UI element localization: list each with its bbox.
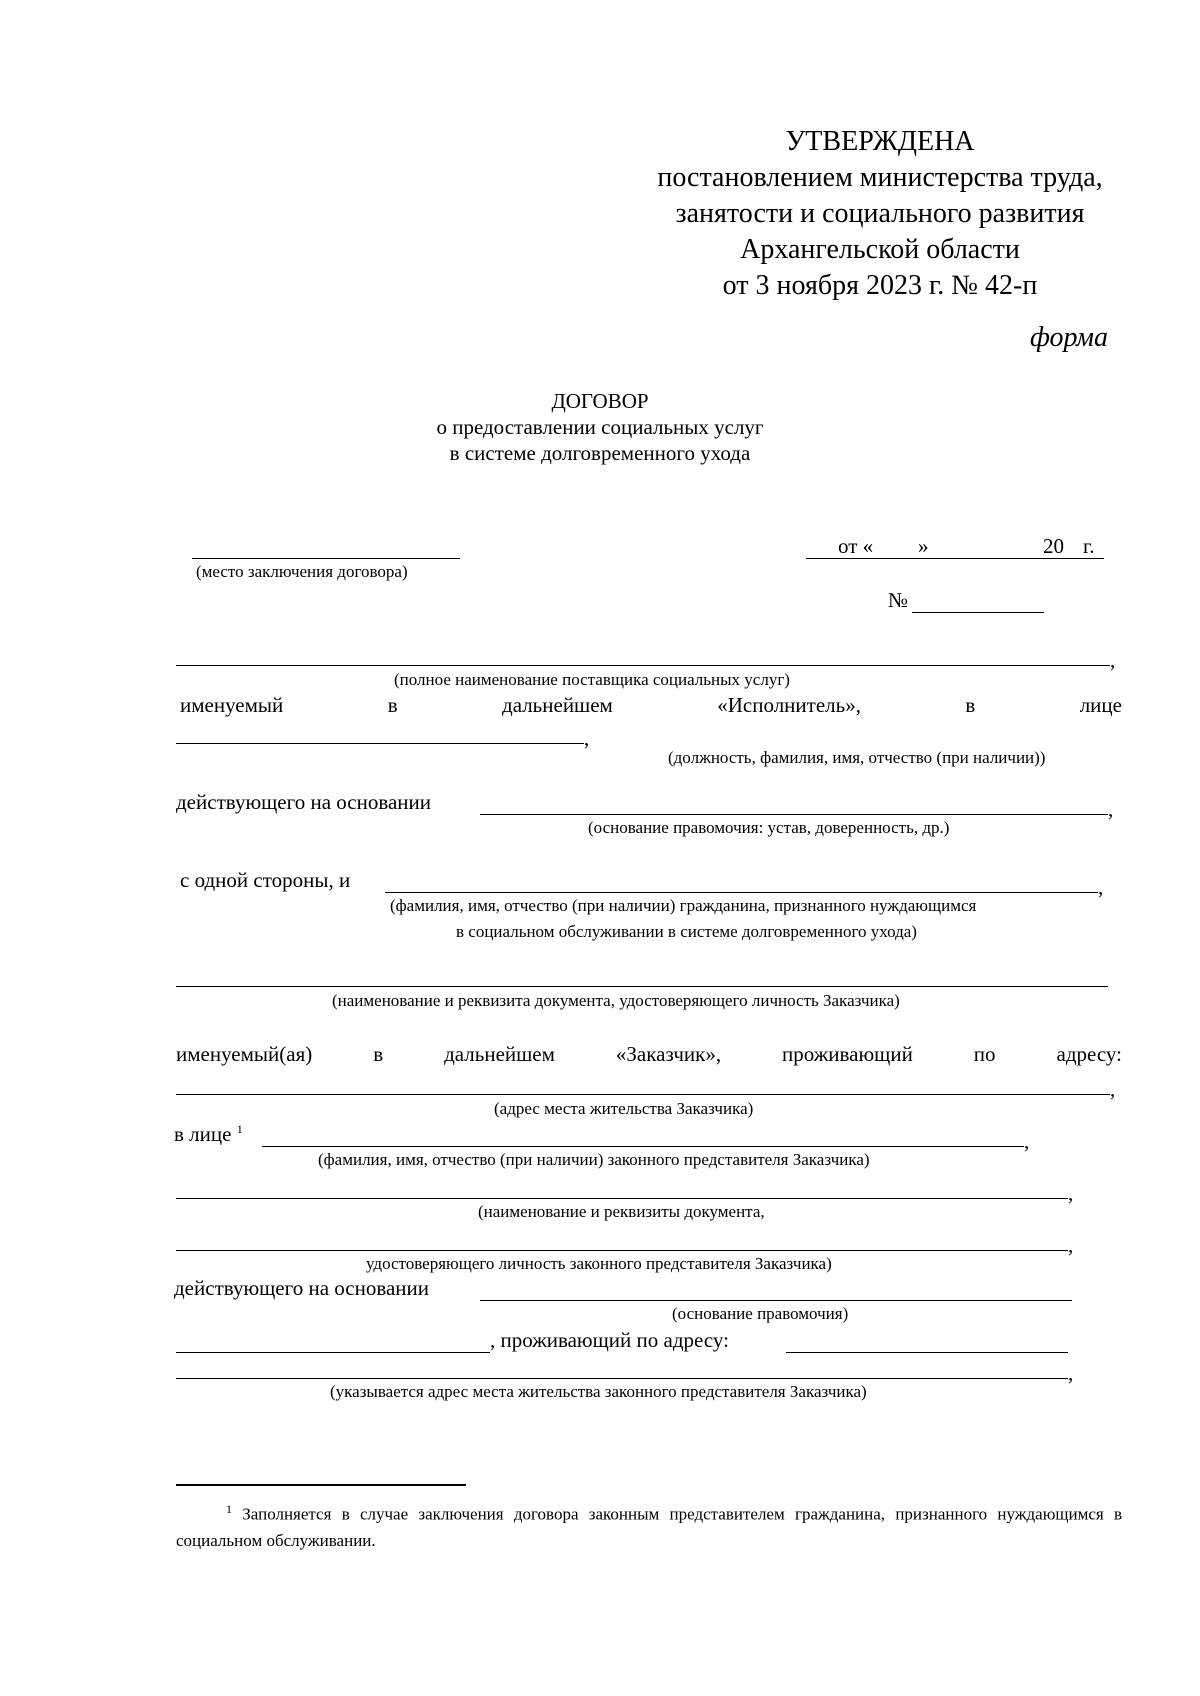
word: по (973, 1042, 996, 1066)
footnote-text: Заполняется в случае заключения договора законным представителем гражданина, признанного нуждающимся в социальном обслуживании. (176, 1504, 1122, 1550)
document-title (0, 388, 1200, 466)
title-main: ДОГОВОР (551, 389, 649, 413)
named-executor-row (180, 693, 1122, 718)
comma: , (1068, 1361, 1074, 1385)
named-customer-row (176, 1042, 1122, 1067)
form-label: форма (1030, 322, 1108, 353)
rep-doc-caption-2: удостоверяющего личность законного представителя Заказчика) (366, 1254, 832, 1273)
number-label: № (888, 588, 909, 612)
customer-address-line[interactable] (176, 1094, 1110, 1095)
title-sub-1: о предоставлении социальных услуг (436, 415, 764, 439)
footnote (176, 1496, 1122, 1554)
rep-address-line-2[interactable] (176, 1378, 1068, 1379)
word: в (965, 693, 976, 717)
comma: , (1110, 1077, 1116, 1101)
footnote-number: 1 (226, 1502, 232, 1516)
comma: , (1068, 1181, 1074, 1205)
citizen-caption-2: в социальном обслуживании в системе долговременного ухода) (456, 922, 917, 941)
word: именуемый (180, 693, 284, 717)
authority-caption: (основание правомочия: устав, доверенность, др.) (588, 818, 950, 837)
word: адресу: (1056, 1042, 1122, 1066)
provider-line[interactable] (176, 665, 1110, 666)
approval-block (560, 124, 1200, 304)
comma: , (1098, 875, 1104, 899)
rep-doc-line-1[interactable] (176, 1198, 1068, 1199)
word: в (387, 693, 398, 717)
date-quote: » (918, 534, 929, 558)
approval-title: УТВЕРЖДЕНА (785, 126, 975, 157)
acting-basis-label: действующего на основании (176, 790, 432, 814)
in-person-text: в лице (174, 1122, 232, 1146)
rep-address-line-1[interactable] (786, 1352, 1068, 1353)
citizen-line[interactable] (385, 892, 1098, 893)
rep-doc-line-2[interactable] (176, 1250, 1068, 1251)
word: в (373, 1042, 384, 1066)
representative-line[interactable] (262, 1146, 1024, 1147)
date-g: г. (1083, 534, 1095, 558)
id-doc-line[interactable] (176, 986, 1108, 987)
word: «Исполнитель», (717, 693, 861, 717)
title-sub-2: в системе долговременного ухода (449, 441, 751, 465)
position-caption: (должность, фамилия, имя, отчество (при наличии)) (668, 748, 1046, 767)
date-line[interactable] (806, 558, 1104, 559)
customer-address-caption: (адрес места жительства Заказчика) (494, 1099, 754, 1118)
rep-basis-continuation-line[interactable] (176, 1352, 490, 1353)
rep-address-caption: (указывается адрес места жительства законного представителя Заказчика) (330, 1382, 867, 1401)
rep-authority-caption: (основание правомочия) (672, 1304, 849, 1323)
representative-caption: (фамилия, имя, отчество (при наличии) законного представителя Заказчика) (318, 1150, 870, 1169)
date-from: от « (838, 534, 874, 558)
rep-authority-line[interactable] (480, 1300, 1072, 1301)
approval-line-3: Архангельской области (740, 234, 1020, 265)
comma: , (584, 726, 590, 750)
id-doc-caption: (наименование и реквизита документа, удостоверяющего личность Заказчика) (332, 991, 900, 1010)
approval-line-1: постановлением министерства труда, (657, 162, 1103, 193)
word: дальнейшем (444, 1042, 555, 1066)
residing-label: , проживающий по адресу: (490, 1328, 729, 1352)
comma: , (1024, 1129, 1030, 1153)
word: дальнейшем (502, 693, 613, 717)
comma: , (1108, 797, 1114, 821)
approval-line-4: от 3 ноября 2023 г. № 42-п (722, 270, 1038, 301)
footnote-mark: 1 (236, 1122, 243, 1136)
word: именуемый(ая) (176, 1042, 313, 1066)
number-line[interactable] (912, 612, 1044, 613)
acting-basis-label-2: действующего на основании (174, 1276, 430, 1300)
position-line[interactable] (176, 743, 584, 744)
comma: , (1110, 648, 1116, 672)
rep-doc-caption-1: (наименование и реквизиты документа, (478, 1202, 765, 1221)
authority-line[interactable] (480, 814, 1108, 815)
comma: , (1068, 1233, 1074, 1257)
word: лице (1079, 693, 1122, 717)
place-line[interactable] (192, 558, 460, 559)
approval-line-2: занятости и социального развития (675, 198, 1085, 229)
in-person-label (174, 1122, 243, 1147)
word: проживающий (782, 1042, 913, 1066)
word: «Заказчик», (615, 1042, 722, 1066)
one-side-label: с одной стороны, и (180, 868, 351, 892)
date-year: 20 (1043, 534, 1064, 558)
citizen-caption-1: (фамилия, имя, отчество (при наличии) гражданина, признанного нуждающимся (390, 896, 977, 915)
provider-caption: (полное наименование поставщика социальных услуг) (394, 670, 790, 689)
place-caption: (место заключения договора) (196, 562, 408, 581)
footnote-separator (176, 1484, 466, 1486)
